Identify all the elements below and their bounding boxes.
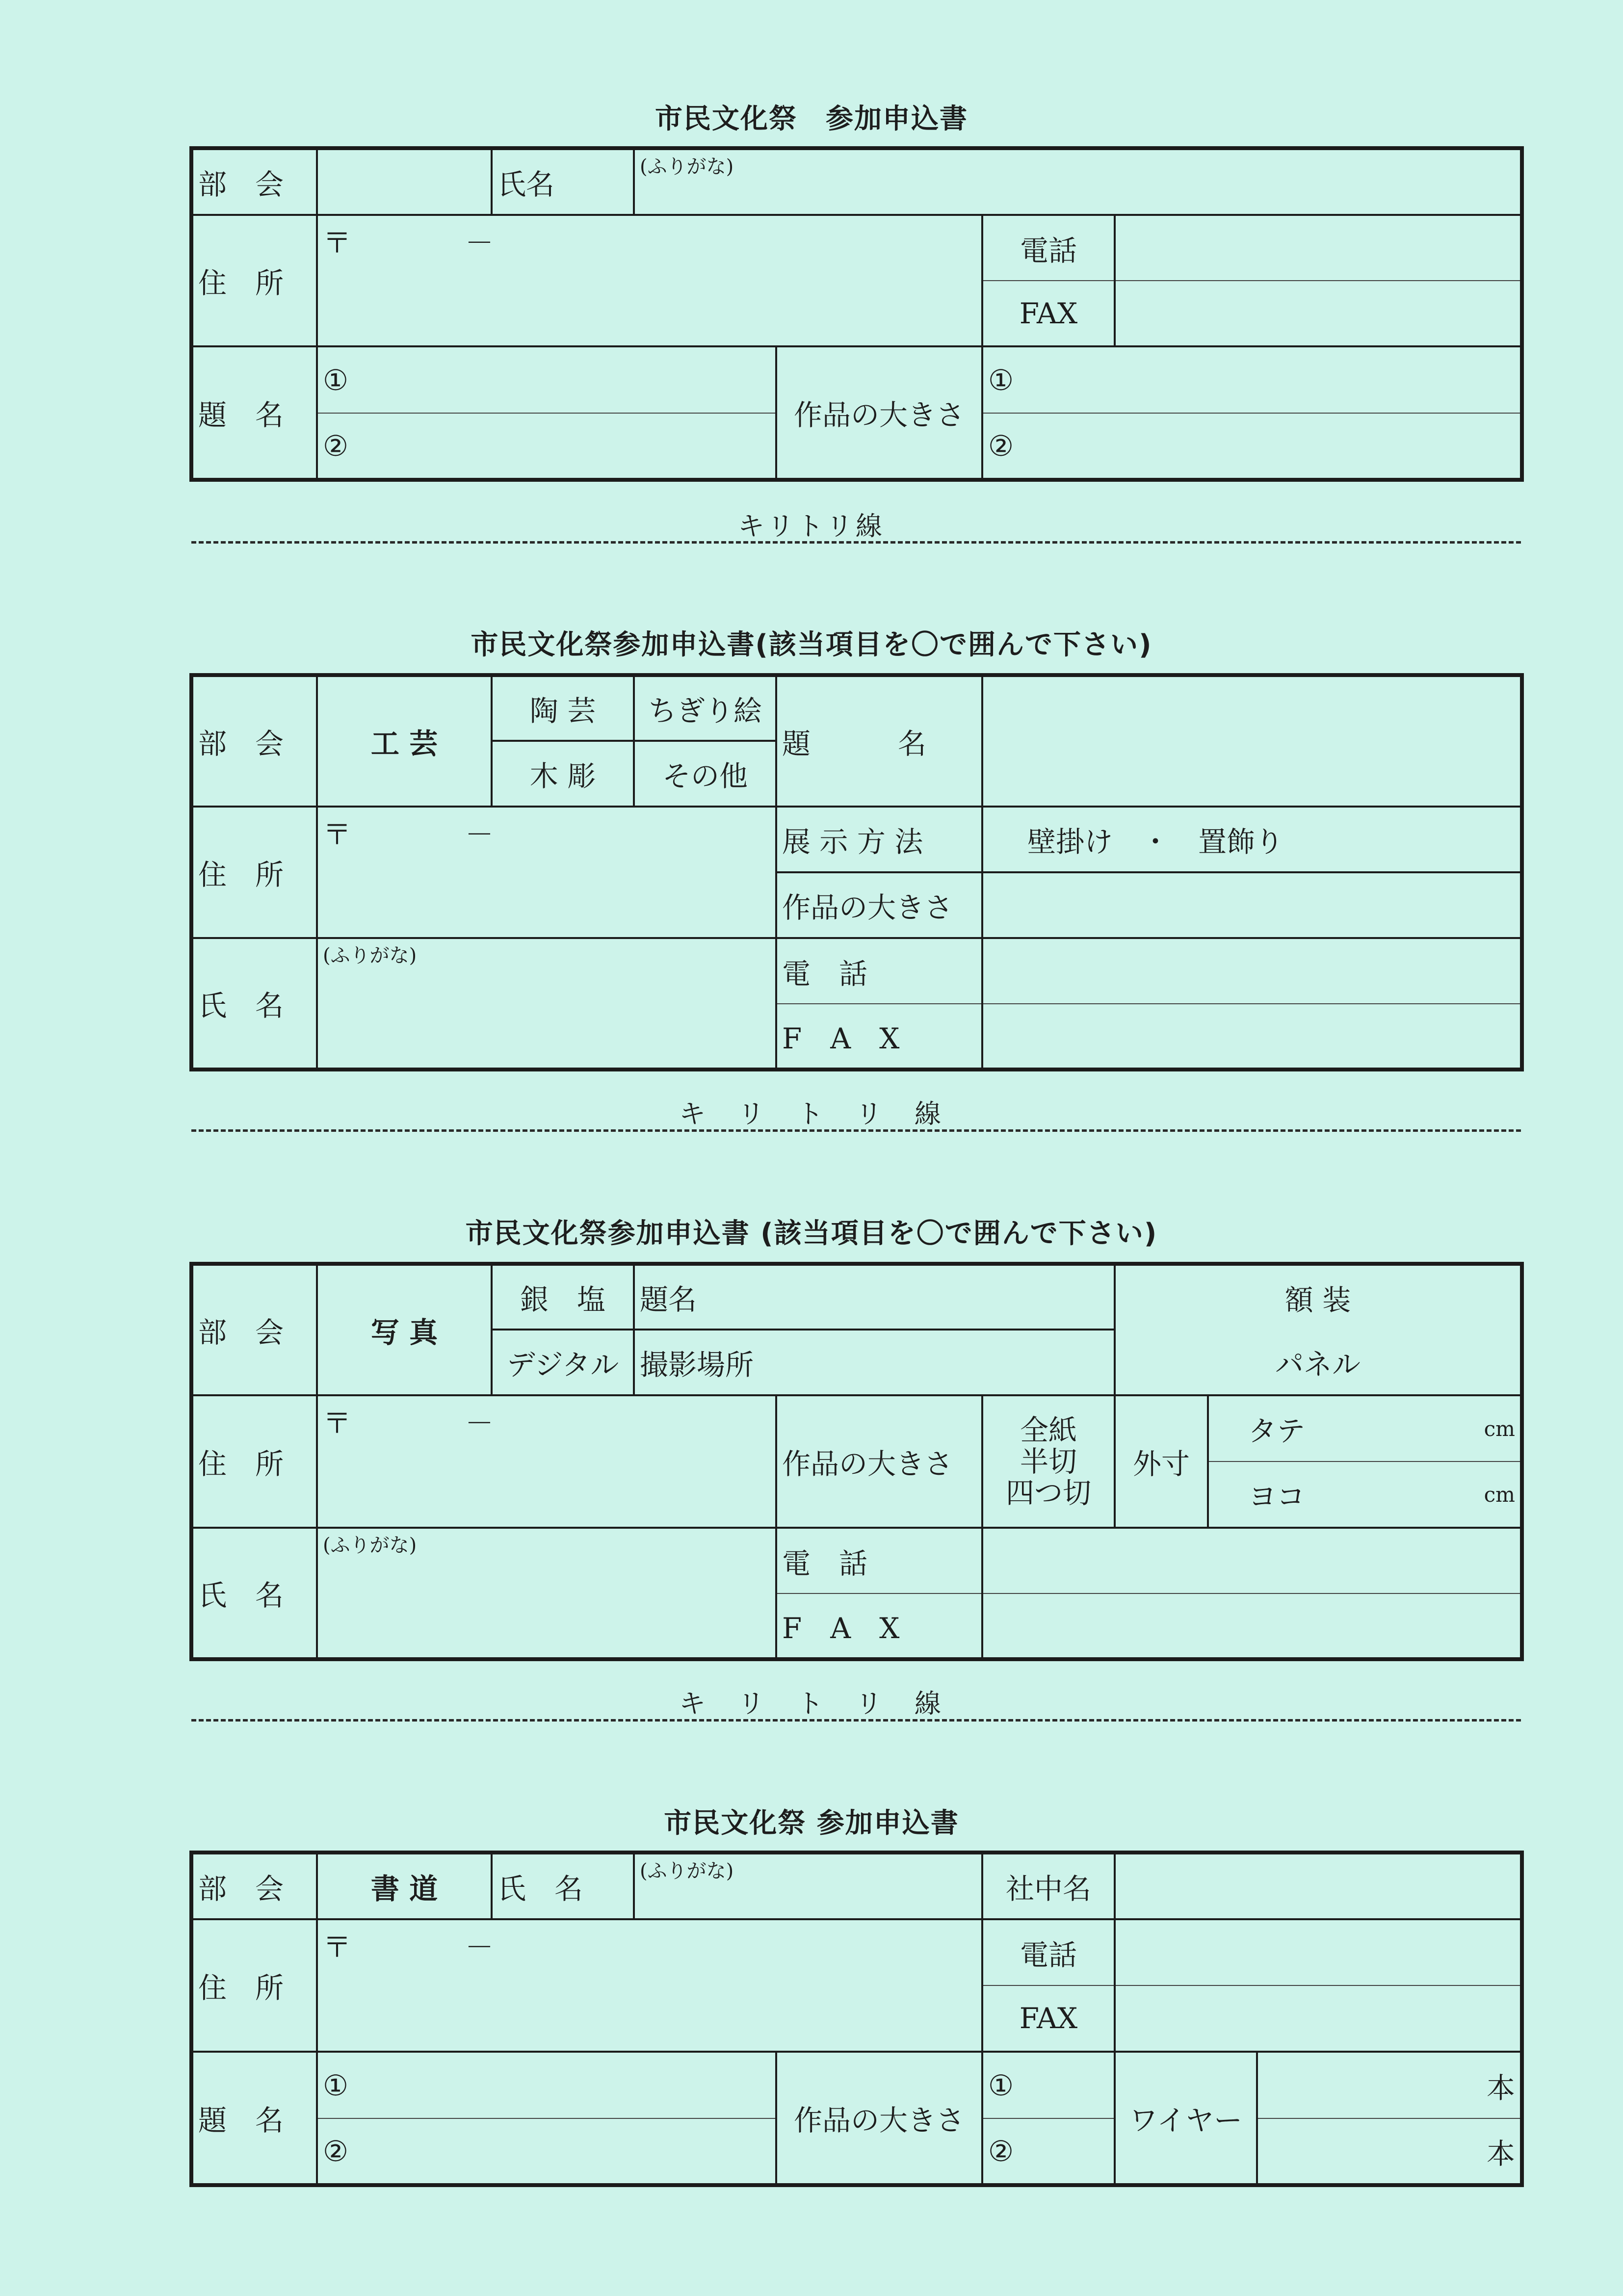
form4-phone-input[interactable]: [1115, 1919, 1522, 1985]
form1-furigana: (ふりがな): [640, 156, 734, 178]
form1-phone-label: 電話: [982, 215, 1115, 281]
form2-address-input[interactable]: [317, 807, 776, 938]
form2-dept: 工 芸: [317, 675, 492, 807]
form3-height-input[interactable]: [1208, 1395, 1522, 1461]
form4-name-label: 氏 名: [492, 1852, 634, 1919]
form3-height-label: タテ: [1248, 1414, 1306, 1448]
form3-outer-label: 外寸: [1115, 1395, 1208, 1528]
form4-table: [189, 1851, 1524, 2187]
form2-table: [189, 673, 1524, 1071]
form4-size-2[interactable]: ②: [982, 2118, 1115, 2185]
form3-size-label: 作品の大きさ: [776, 1395, 982, 1528]
form4-address-input[interactable]: [317, 1919, 982, 2052]
form2-fax-label: F A X: [776, 1004, 982, 1070]
form1-phone-input[interactable]: [1115, 215, 1522, 281]
form3-option-silver[interactable]: 銀 塩: [492, 1264, 634, 1330]
form1-address-input[interactable]: [317, 215, 982, 346]
form3-paper-options[interactable]: [982, 1395, 1115, 1528]
form2-furigana: (ふりがな): [323, 944, 417, 967]
form1-section-label: 部 会: [191, 148, 317, 215]
form1-name-input[interactable]: [634, 148, 1522, 215]
form3-phone-label: 電 話: [776, 1528, 982, 1593]
form2-name-label: 氏 名: [191, 938, 317, 1070]
form4-fax-label: FAX: [982, 1985, 1115, 2052]
form3-dept: 写 真: [317, 1264, 492, 1395]
cut-line-1: [191, 541, 1521, 544]
form1-subject-1[interactable]: ①: [317, 346, 776, 413]
form3-address-label: 住 所: [191, 1395, 317, 1528]
cut-line-label-3: キ リ ト リ 線: [679, 1688, 944, 1719]
form4-wire-count-1[interactable]: 本: [1257, 2052, 1522, 2118]
form3-phone-input[interactable]: [982, 1528, 1522, 1593]
form3-fax-input[interactable]: [982, 1593, 1522, 1659]
form4-name-input[interactable]: [634, 1852, 982, 1919]
form4-section-label: 部 会: [191, 1852, 317, 1919]
form2-subject-text: 題 名: [782, 727, 956, 760]
form2-display-options[interactable]: 壁掛け ・ 置飾り: [982, 807, 1522, 872]
form2-phone-input[interactable]: [982, 938, 1522, 1004]
form4-subject-1[interactable]: ①: [317, 2052, 776, 2118]
form1-fax-input[interactable]: [1115, 281, 1522, 346]
form4-subject-2[interactable]: ②: [317, 2118, 776, 2185]
form2-display-label: 展 示 方 法: [776, 807, 982, 872]
form3-section-label: 部 会: [191, 1264, 317, 1395]
form4-furigana: (ふりがな): [640, 1860, 734, 1882]
form4-size-label: 作品の大きさ: [776, 2052, 982, 2185]
form3-name-input[interactable]: [317, 1528, 776, 1659]
cut-line-2: [191, 1129, 1521, 1132]
form2-address-label: 住 所: [191, 807, 317, 938]
form2-size-label: 作品の大きさ: [776, 872, 982, 938]
form1-size-label: 作品の大きさ: [776, 346, 982, 480]
form2-option-other[interactable]: その他: [634, 741, 776, 807]
form4-group-input[interactable]: [1115, 1852, 1522, 1919]
form2-postal-mark: 〒 －: [323, 818, 494, 851]
form1-size-2[interactable]: ②: [982, 413, 1522, 480]
form3-location-field[interactable]: 撮影場所: [634, 1330, 1115, 1395]
form3-width-label: ヨコ: [1248, 1480, 1306, 1513]
form4-phone-label: 電話: [982, 1919, 1115, 1985]
form3-width-input[interactable]: [1208, 1461, 1522, 1528]
form3-table: [189, 1262, 1524, 1661]
form4-dept: 書 道: [317, 1852, 492, 1919]
form1-size-1[interactable]: ①: [982, 346, 1522, 413]
form3-title-field[interactable]: 題名: [634, 1264, 1115, 1330]
form3-height-unit: cm: [1484, 1416, 1515, 1441]
cut-line-label-2: キ リ ト リ 線: [679, 1098, 944, 1129]
form2-size-input[interactable]: [982, 872, 1522, 938]
form3-option-panel[interactable]: パネル: [1115, 1330, 1522, 1395]
form2-section-label: 部 会: [191, 675, 317, 807]
form2-name-input[interactable]: [317, 938, 776, 1070]
form4-postal-mark: 〒 －: [323, 1931, 494, 1964]
form3-title: 市民文化祭参加申込書 (該当項目を〇で囲んで下さい): [465, 1218, 1158, 1250]
form3-fax-label: F A X: [776, 1593, 982, 1659]
form1-table: [189, 146, 1524, 482]
form4-size-1[interactable]: ①: [982, 2052, 1115, 2118]
form2-option-pottery[interactable]: 陶 芸: [492, 675, 634, 741]
cut-line-3: [191, 1719, 1521, 1722]
form3-paper-yotsugiri[interactable]: 四つ切: [1005, 1476, 1091, 1510]
form2-option-wood[interactable]: 木 彫: [492, 741, 634, 807]
form3-width-unit: cm: [1484, 1482, 1515, 1507]
form3-name-label: 氏 名: [191, 1528, 317, 1659]
form3-option-digital[interactable]: デジタル: [492, 1330, 634, 1395]
form1-address-label: 住 所: [191, 215, 317, 346]
form3-paper-hansetsu[interactable]: 半切: [1020, 1445, 1077, 1478]
form2-phone-label: 電 話: [776, 938, 982, 1004]
form1-subject-label: 題 名: [191, 346, 317, 480]
form1-name-label: 氏名: [492, 148, 634, 215]
form2-fax-input[interactable]: [982, 1004, 1522, 1070]
form3-furigana: (ふりがな): [323, 1534, 417, 1557]
form1-fax-label: FAX: [982, 281, 1115, 346]
form2-title: 市民文化祭参加申込書(該当項目を〇で囲んで下さい): [471, 629, 1152, 661]
cut-line-label-1: キリトリ線: [738, 511, 885, 542]
form3-paper-zenshi[interactable]: 全紙: [1020, 1413, 1077, 1447]
form4-subject-label: 題 名: [191, 2052, 317, 2185]
form1-section-input[interactable]: [317, 148, 492, 215]
form3-address-input[interactable]: [317, 1395, 776, 1528]
form4-group-label: 社中名: [982, 1852, 1115, 1919]
form3-postal-mark: 〒 －: [323, 1407, 494, 1440]
form1-subject-2[interactable]: ②: [317, 413, 776, 480]
form2-subject-label: [776, 675, 982, 807]
form4-fax-input[interactable]: [1115, 1985, 1522, 2052]
form1-postal-mark: 〒 －: [323, 226, 494, 260]
form2-option-chigiri[interactable]: ちぎり絵: [634, 675, 776, 741]
form4-title: 市民文化祭 参加申込書: [664, 1807, 959, 1839]
form4-address-label: 住 所: [191, 1919, 317, 2052]
form4-wire-count-2[interactable]: 本: [1257, 2118, 1522, 2185]
form2-subject-input[interactable]: [982, 675, 1522, 807]
form1-title: 市民文化祭 参加申込書: [655, 103, 968, 135]
form3-option-frame[interactable]: 額 装: [1115, 1264, 1522, 1330]
form4-wire-label: ワイヤー: [1115, 2052, 1257, 2185]
